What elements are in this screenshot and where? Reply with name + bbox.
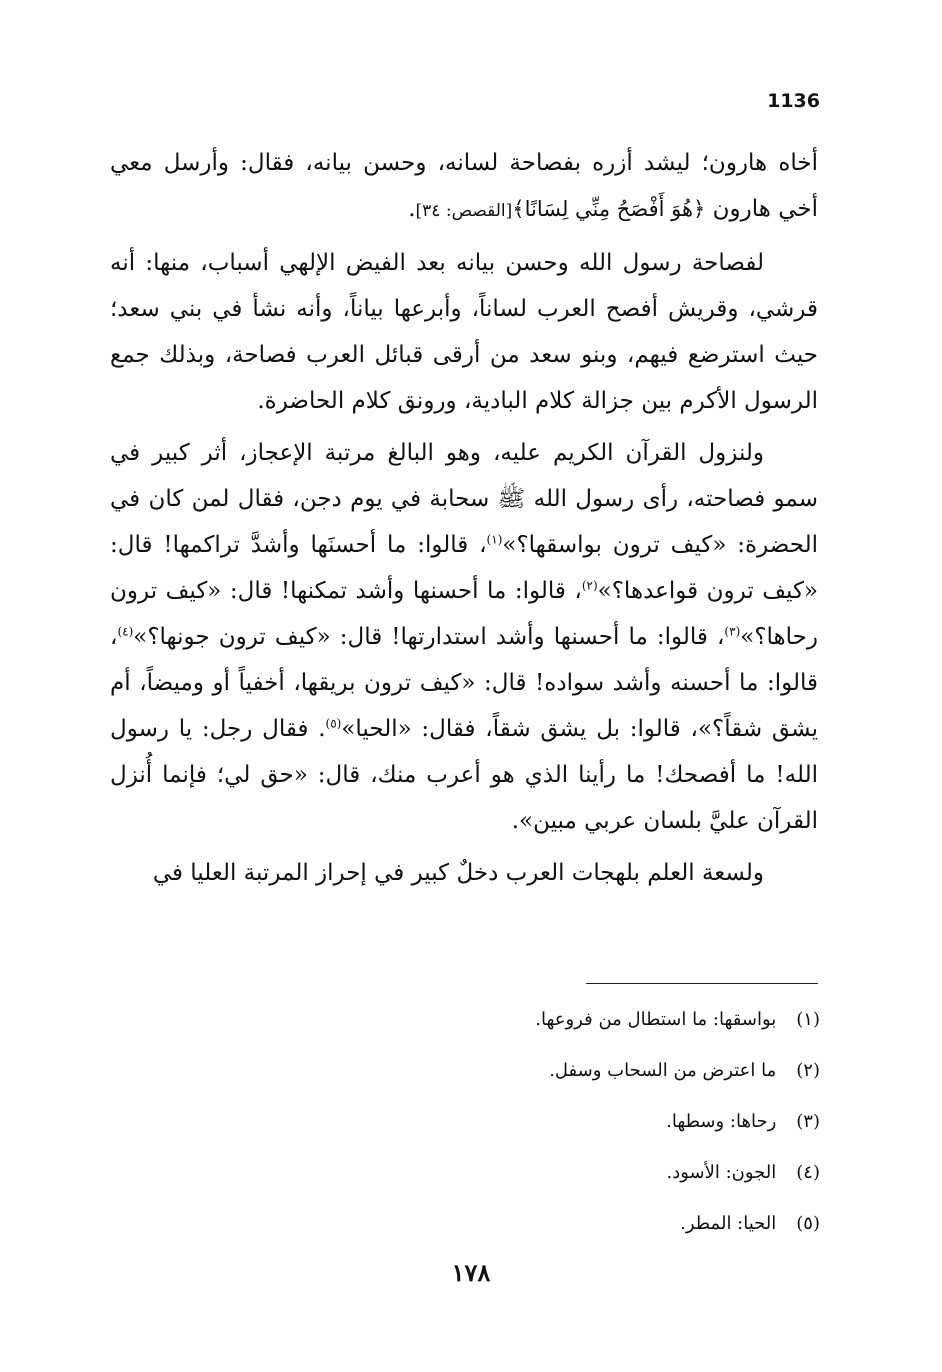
footnote-number: (١) [796,1009,820,1030]
footnote-text: رحاها: وسطها. [666,1111,777,1132]
verse-citation: [القصص: ٣٤] [415,201,513,221]
footnote-divider [586,983,818,984]
footnote-2 [320,1051,820,1102]
page-number-bottom: ١٧٨ [451,1258,491,1287]
footnote-5 [320,1204,820,1255]
footnote-text: ما اعترض من السحاب وسفل. [549,1060,777,1081]
paragraph-3 [110,430,818,844]
paragraph-3-text-b: ، قالوا: ما أحسنَها وأشدَّ تراكمها! قال: «كيف ترون قواعدها؟» [110,532,818,604]
paragraph-2 [110,240,818,424]
footnote-ref-2: (٢) [581,578,598,593]
paragraph-1 [110,140,818,234]
footnotes [320,1000,820,1255]
footnote-number: (٥) [796,1213,820,1234]
paragraph-3-text-a: ولنزول القرآن الكريم عليه، وهو البالغ مرتبة الإعجاز، أثر كبير في سمو فصاحته، رأى رسول الله ﷺ سحابة في يوم دجن، فقال لمن كان في الحضرة: «كيف ترون بواسقها؟» [110,440,818,558]
footnote-ref-3: (٣) [724,624,741,639]
paragraph-4 [110,850,818,896]
footnote-3 [320,1102,820,1153]
paragraph-3-text-c: ، قالوا: ما أحسنها وأشد تمكنها! قال: «كيف ترون رحاها؟» [110,578,818,650]
footnote-text: بواسقها: ما استطال من فروعها. [535,1009,777,1030]
paragraph-2-text: لفصاحة رسول الله وحسن بيانه بعد الفيض الإلهي أسباب، منها: أنه قرشي، وقريش أفصح العرب لساناً، وأبرعها بياناً، وأنه نشأ في بني سعد؛ حيث استرضع فيهم، وبنو سعد من أرقى قبائل العرب فصاحة، وبذلك جمع الرسول الأكرم بين جزالة كلام البادية، ورونق كلام الحاضرة. [110,250,818,414]
footnote-number: (٣) [796,1111,820,1132]
page-number-top: 1136 [767,90,820,112]
footnote-number: (٤) [796,1162,820,1183]
paragraph-4-text: ولسعة العلم بلهجات العرب دخلٌ كبير في إحراز المرتبة العليا في [152,860,764,886]
paragraph-3-text-e: ، قالوا: ما أحسنه وأشد سواده! قال: «كيف ترون بريقها، أخفياً أو وميضاً، أم يشق شقاً؟»، قالوا: بل يشق شقاً، فقال: «الحيا» [110,624,818,742]
main-text [110,140,818,902]
footnote-ref-5: (٥) [325,716,342,731]
paragraph-1-end: . [408,196,416,222]
footnote-text: الجون: الأسود. [666,1162,777,1183]
footnote-ref-1: (١) [486,532,503,547]
footnote-ref-4: (٤) [117,624,134,639]
footnote-number: (٢) [796,1060,820,1081]
footnote-text: الحيا: المطر. [680,1213,777,1234]
paragraph-3-text-f: . فقال رجل: يا رسول الله! ما أفصحك! ما رأينا الذي هو أعرب منك، قال: «حق لي؛ فإنما أُنزل القرآن عليَّ بلسان عربي مبين». [110,716,818,834]
quran-verse: ﴿هُوَ أَفْصَحُ مِنِّي لِسَانًا﴾ [512,197,706,221]
footnote-1 [320,1000,820,1051]
paragraph-3-text-d: ، قالوا: ما أحسنها وأشد استدارتها! قال: «كيف ترون جونها؟» [133,624,725,650]
paragraph-1-text: أخاه هارون؛ ليشد أزره بفصاحة لسانه، وحسن بيانه، فقال: وأرسل معي أخي هارون [110,150,818,222]
footnote-4 [320,1153,820,1204]
